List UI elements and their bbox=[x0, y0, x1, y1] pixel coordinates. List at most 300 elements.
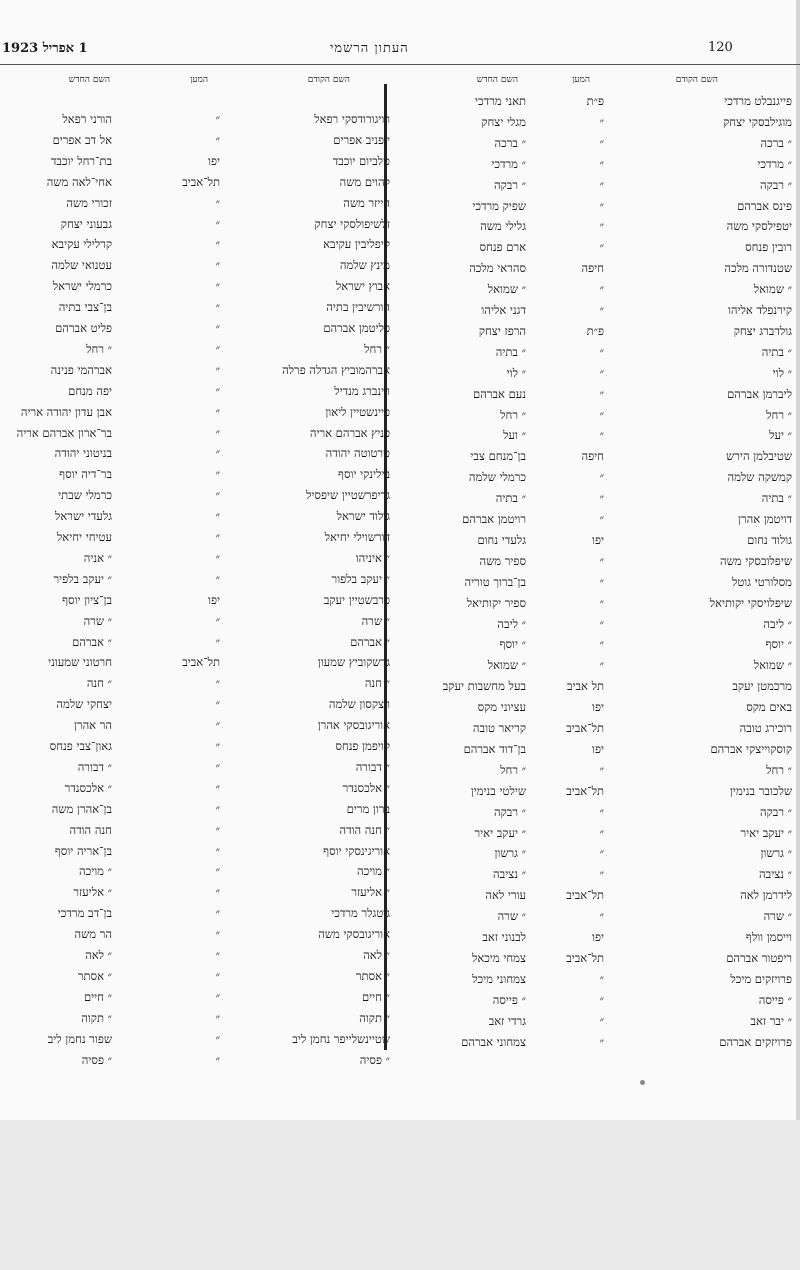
table-row bbox=[0, 342, 800, 362]
place-cell: ״ bbox=[599, 491, 604, 506]
place-cell: ״ bbox=[599, 344, 604, 359]
new-name-cell: ״ בתיה bbox=[495, 344, 526, 359]
new-name-cell: בר־ארון אברהם אריה bbox=[16, 425, 112, 440]
new-name-cell: חנה הודה bbox=[69, 822, 112, 837]
place-cell: ״ bbox=[215, 341, 220, 356]
place-cell: ״ bbox=[215, 759, 220, 774]
new-name-cell: ״ יעקב יאיר bbox=[474, 825, 526, 840]
table-row bbox=[0, 739, 800, 759]
new-name-cell: ״ שרה bbox=[497, 909, 526, 924]
new-name-cell: עורי לאה bbox=[485, 888, 526, 903]
place-cell: פ״ת bbox=[586, 94, 604, 108]
old-name-cell: שיפלויסקי יקותיאל bbox=[709, 595, 792, 610]
page-number: 120 bbox=[708, 40, 733, 55]
new-name-cell: ״ לאה bbox=[85, 948, 112, 962]
old-name-cell: מרכמטן יעקב bbox=[732, 679, 792, 694]
table-row bbox=[0, 948, 800, 968]
old-name-cell: שטנדורה מלכה bbox=[724, 261, 792, 276]
table-row bbox=[0, 1011, 800, 1031]
old-name-cell: אוריגובסקי משה bbox=[318, 927, 390, 942]
place-cell: ״ bbox=[215, 321, 220, 335]
old-name-cell: רוכירג טובה bbox=[739, 721, 792, 735]
old-name-cell: ״ מרדכי bbox=[757, 156, 792, 171]
place-cell: יפו bbox=[208, 592, 220, 607]
new-name-cell: שפיק מרדכי bbox=[472, 198, 526, 213]
right-col-head-old-name: השם הקודם bbox=[675, 75, 718, 85]
old-name-cell: זלשיפולסקי יצחק bbox=[314, 216, 390, 231]
old-name-cell: שטיבלמן הירש bbox=[726, 449, 792, 464]
new-name-cell: ״ לוי bbox=[506, 365, 526, 380]
place-cell: יפו bbox=[592, 700, 604, 715]
table-row bbox=[0, 426, 800, 446]
old-name-cell: הייזר משה bbox=[343, 195, 390, 210]
new-name-cell: הורני רפאל bbox=[62, 112, 112, 126]
new-name-cell: עטיחי יחיאל bbox=[56, 530, 112, 544]
new-name-cell: ״ פייסה bbox=[492, 992, 526, 1007]
place-cell: ״ bbox=[599, 114, 604, 129]
old-name-cell: ״ נציבה bbox=[759, 867, 792, 882]
place-cell: ״ bbox=[215, 237, 220, 252]
old-name-cell: ״ יעקב יאיר bbox=[740, 825, 792, 840]
table-row bbox=[0, 217, 800, 237]
place-cell: ״ bbox=[599, 595, 604, 610]
new-name-cell: ״ דבורה bbox=[77, 759, 112, 774]
old-name-cell: ברון מרים bbox=[346, 801, 390, 816]
old-name-cell: שלכובר בנימין bbox=[730, 783, 792, 798]
old-name-cell: שטיינשלייפר נחמן ליב bbox=[292, 1031, 390, 1046]
right-col-head-place: המען bbox=[572, 75, 590, 85]
header-rule bbox=[0, 64, 800, 65]
new-name-cell: ״ אברהם bbox=[72, 634, 112, 649]
table-row bbox=[0, 551, 800, 571]
old-name-cell: הורשיבין בתיה bbox=[326, 300, 390, 315]
old-name-cell: ״ חנה bbox=[364, 676, 390, 691]
new-name-cell: ״ אניה bbox=[83, 550, 112, 565]
old-name-cell: לידרמן לאה bbox=[740, 888, 792, 903]
new-name-cell: רויטמן אברהם bbox=[462, 512, 526, 526]
paper-speck bbox=[640, 1080, 645, 1085]
place-cell: ״ bbox=[215, 571, 220, 586]
new-name-cell: בן־אריה יוסף bbox=[54, 843, 112, 858]
place-cell: ״ bbox=[215, 258, 220, 273]
place-cell: ״ bbox=[599, 198, 604, 213]
new-name-cell: ״ חנה bbox=[86, 676, 112, 691]
place-cell: ״ bbox=[215, 613, 220, 628]
place-cell: ״ bbox=[215, 195, 220, 210]
old-name-cell: אברהמוביץ הגדלה פרלה bbox=[282, 362, 390, 377]
old-name-cell: אוריגינסקי יוסף bbox=[323, 843, 390, 858]
old-name-cell: ״ לאה bbox=[363, 948, 390, 962]
new-name-cell: ספיר יקותיאל bbox=[466, 595, 526, 610]
table-row bbox=[0, 906, 800, 926]
old-name-cell: יופניב אפרים bbox=[333, 132, 390, 147]
old-name-cell: ״ בתיה bbox=[761, 491, 792, 506]
place-cell: תל־אביב bbox=[566, 950, 604, 965]
new-name-cell: ״ שרה bbox=[83, 613, 112, 628]
place-cell: ״ bbox=[215, 362, 220, 377]
old-name-cell: פרבשטיין יעקב bbox=[323, 592, 390, 607]
table-row bbox=[0, 844, 800, 864]
place-cell: ״ bbox=[599, 616, 604, 631]
place-cell: ״ bbox=[215, 927, 220, 942]
old-name-cell: פליטמן אברהם bbox=[323, 321, 390, 335]
old-name-cell: קוסקוייצקי אברהם bbox=[710, 741, 792, 756]
old-name-cell: פרויזקים אברהם bbox=[719, 1034, 792, 1049]
old-name-cell: קיפליבין עקיבא bbox=[323, 237, 390, 252]
place-cell: ״ bbox=[215, 216, 220, 231]
table-row bbox=[0, 133, 800, 153]
new-name-cell: בת־רחל יוכבד bbox=[50, 153, 112, 168]
place-cell: ״ bbox=[599, 574, 604, 589]
old-name-cell: גריפרשטיין שיפסיל bbox=[306, 488, 390, 503]
new-name-cell: עציוני מקס bbox=[477, 700, 526, 715]
place-cell: יפו bbox=[592, 930, 604, 944]
place-cell: ״ bbox=[215, 864, 220, 879]
new-name-cell: תאני מרדכי bbox=[475, 94, 526, 108]
table-row bbox=[0, 363, 800, 383]
place-cell: ״ bbox=[215, 885, 220, 900]
new-name-cell: עטנואי שלמה bbox=[51, 258, 112, 273]
old-name-cell: שיפלובסקי משה bbox=[720, 553, 792, 568]
new-name-cell: בן־ברוך טוריה bbox=[464, 574, 526, 589]
place-cell: תל־אביב bbox=[182, 655, 220, 670]
old-name-cell: ״ רחל bbox=[364, 341, 390, 356]
new-name-cell: צמחי מיכאל bbox=[471, 950, 526, 965]
new-name-cell: ״ ברכה bbox=[494, 135, 526, 150]
place-cell: ״ bbox=[215, 718, 220, 733]
old-name-cell: רובין פנחס bbox=[745, 240, 792, 255]
new-name-cell: בעל מחשבות יעקב bbox=[442, 679, 526, 694]
new-name-cell: ״ מרדכי bbox=[491, 156, 526, 171]
old-name-cell: ״ שמואל bbox=[753, 658, 792, 673]
new-name-cell: אבן עדון יהודה אריה bbox=[20, 404, 112, 419]
place-cell: ״ bbox=[215, 1010, 220, 1025]
place-cell: תל־אביב bbox=[182, 174, 220, 189]
new-name-cell: בר־דיה יוסף bbox=[59, 467, 112, 482]
table-row bbox=[0, 112, 800, 132]
old-name-cell: גולדברג יצחק bbox=[733, 323, 792, 338]
old-name-cell: מוגילבסקי יצחק bbox=[723, 114, 792, 129]
place-cell: חיפה bbox=[581, 449, 604, 464]
new-name-cell: אברהמי פנינה bbox=[50, 362, 112, 377]
place-cell: ״ bbox=[599, 407, 604, 422]
old-name-cell: ״ ליבה bbox=[763, 616, 792, 631]
new-name-cell: ״ חיים bbox=[83, 989, 112, 1004]
new-name-cell: יצחקי שלמה bbox=[56, 697, 112, 712]
new-name-cell: הר אהרן bbox=[73, 718, 112, 733]
place-cell: ״ bbox=[599, 553, 604, 568]
new-name-cell: ״ שמואל bbox=[487, 658, 526, 673]
new-name-cell: ספיר משה bbox=[479, 553, 526, 568]
table-row bbox=[0, 488, 800, 508]
place-cell: ״ bbox=[215, 467, 220, 482]
place-cell: תל־אביב bbox=[566, 721, 604, 735]
left-col-head-new-name: השם החדש bbox=[68, 75, 110, 85]
old-name-cell: ״ אסתר bbox=[355, 968, 390, 983]
new-name-cell: ״ שמואל bbox=[487, 282, 526, 297]
place-cell: ״ bbox=[599, 282, 604, 297]
new-name-cell: גבעוני יצחק bbox=[60, 216, 112, 231]
table-row bbox=[0, 196, 800, 216]
old-name-cell: ״ אלכסנדר bbox=[342, 780, 390, 795]
old-name-cell: ״ רחל bbox=[766, 762, 792, 777]
new-name-cell: חרטוני שמעוני bbox=[48, 655, 112, 670]
table-row bbox=[0, 655, 800, 675]
new-name-cell: ״ רחל bbox=[86, 341, 112, 356]
place-cell: ״ bbox=[599, 971, 604, 986]
old-name-cell: טלביום יוכבד bbox=[332, 153, 390, 168]
old-name-cell: קמשקה שלמה bbox=[727, 470, 792, 485]
old-name-cell: גולוד ישראל bbox=[336, 509, 390, 524]
old-name-cell: ״ גרשון bbox=[760, 846, 792, 861]
new-name-cell: ״ רבקה bbox=[494, 804, 526, 819]
place-cell: ״ bbox=[215, 383, 220, 398]
old-name-cell: ״ רבקה bbox=[760, 177, 792, 192]
place-cell: ״ bbox=[215, 425, 220, 440]
table-row bbox=[0, 593, 800, 613]
new-name-cell: ״ יוסף bbox=[499, 637, 526, 652]
place-cell: יפו bbox=[592, 741, 604, 756]
place-cell: ״ bbox=[599, 177, 604, 192]
new-name-cell: מגלי יצחק bbox=[481, 114, 526, 129]
old-name-cell: להוים משה bbox=[339, 174, 390, 189]
old-name-cell: ווינברג מנדיל bbox=[334, 383, 390, 398]
place-cell: ״ bbox=[599, 219, 604, 234]
left-col-head-place: המען bbox=[190, 75, 208, 85]
place-cell: ״ bbox=[599, 637, 604, 652]
new-name-cell: בן־מנחם צבי bbox=[470, 449, 526, 464]
place-cell: תל־אביב bbox=[566, 888, 604, 903]
old-name-cell: ״ פייסה bbox=[758, 992, 792, 1007]
new-name-cell: יפה מנחם bbox=[68, 383, 112, 398]
old-name-cell: ״ מויכה bbox=[356, 864, 390, 879]
place-cell: ״ bbox=[215, 989, 220, 1004]
old-name-cell: ״ לוי bbox=[772, 365, 792, 380]
place-cell: ״ bbox=[215, 404, 220, 419]
new-name-cell: לבנוני זאב bbox=[482, 930, 526, 944]
old-name-cell: ״ חנה הודה bbox=[339, 822, 390, 837]
new-name-cell: ״ תקוה bbox=[81, 1010, 112, 1025]
new-name-cell: ״ גרשון bbox=[494, 846, 526, 861]
new-name-cell: הרפז יצחק bbox=[478, 323, 526, 338]
table-row bbox=[0, 802, 800, 822]
place-cell: ״ bbox=[215, 132, 220, 147]
old-name-cell: טרטוטה יהודה bbox=[325, 446, 390, 461]
old-name-cell: מינץ שלמה bbox=[339, 258, 390, 273]
new-name-cell: סהראי מלכה bbox=[469, 261, 526, 276]
place-cell: ״ bbox=[599, 240, 604, 255]
place-cell: ״ bbox=[599, 135, 604, 150]
old-name-cell: פניץ אברהם אריה bbox=[309, 425, 390, 440]
place-cell: ״ bbox=[215, 948, 220, 962]
place-cell: ״ bbox=[215, 279, 220, 294]
old-name-cell: פרויזקים מיכל bbox=[730, 971, 792, 986]
place-cell: חיפה bbox=[581, 261, 604, 276]
place-cell: ״ bbox=[215, 697, 220, 712]
new-name-cell: שילטי בנימין bbox=[470, 783, 526, 798]
old-name-cell: גרשקוביץ שמעון bbox=[317, 655, 390, 670]
old-name-cell: פינס אברהם bbox=[737, 198, 792, 213]
new-name-cell: אל דב אפרים bbox=[52, 132, 112, 147]
new-name-cell: כרמלי שלמה bbox=[468, 470, 526, 485]
place-cell: ״ bbox=[215, 968, 220, 983]
new-name-cell: ״ אליעזר bbox=[73, 885, 112, 900]
new-name-cell: קרלילי עקיבא bbox=[51, 237, 112, 252]
old-name-cell: ״ אליעזר bbox=[351, 885, 390, 900]
old-name-cell: וייסמן וולף bbox=[745, 930, 792, 944]
table-row bbox=[0, 885, 800, 905]
old-name-cell: ״ איניהו bbox=[355, 550, 390, 565]
new-name-cell: ״ בתיה bbox=[495, 491, 526, 506]
old-name-cell: אבוץ ישראל bbox=[335, 279, 390, 294]
place-cell: ״ bbox=[215, 530, 220, 544]
old-name-cell: ״ רבקה bbox=[760, 804, 792, 819]
place-cell: ״ bbox=[599, 303, 604, 317]
place-cell: ״ bbox=[215, 550, 220, 565]
place-cell: ״ bbox=[599, 470, 604, 485]
old-name-cell: ״ דבורה bbox=[355, 759, 390, 774]
new-name-cell: כרמלי שבתי bbox=[58, 488, 112, 503]
new-name-cell: בניטוני יהודה bbox=[54, 446, 112, 461]
place-cell: ״ bbox=[215, 906, 220, 921]
table-row bbox=[0, 990, 800, 1010]
new-name-cell: נעם אברהם bbox=[473, 386, 526, 401]
new-name-cell: בן־צבי בתיה bbox=[58, 300, 112, 315]
new-name-cell: זכורי משה bbox=[66, 195, 112, 210]
table-row bbox=[0, 175, 800, 195]
new-name-cell: אחי־לאה משה bbox=[46, 174, 112, 189]
place-cell: ״ bbox=[599, 804, 604, 819]
new-name-cell: גלילי משה bbox=[480, 219, 526, 234]
place-cell: ״ bbox=[215, 739, 220, 753]
table-row bbox=[0, 509, 800, 529]
old-name-cell: ״ שרה bbox=[763, 909, 792, 924]
table-row bbox=[0, 446, 800, 466]
new-name-cell: גלעדי ישראל bbox=[55, 509, 112, 524]
table-row bbox=[0, 718, 800, 738]
place-cell: ״ bbox=[599, 825, 604, 840]
old-name-cell: רויגורודסקי רפאל bbox=[314, 112, 390, 126]
old-name-cell: פייגנבלט מרדכי bbox=[724, 94, 792, 108]
place-cell: תל אביב bbox=[566, 679, 604, 694]
place-cell: תל־אביב bbox=[566, 783, 604, 798]
new-name-cell: ״ פסיה bbox=[81, 1052, 112, 1067]
new-name-cell: ״ אסתר bbox=[77, 968, 112, 983]
new-name-cell: בן־דב מרדכי bbox=[57, 906, 112, 921]
place-cell: ״ bbox=[599, 386, 604, 401]
table-row bbox=[0, 969, 800, 989]
place-cell: ״ bbox=[215, 112, 220, 126]
new-name-cell: ״ ועל bbox=[503, 428, 526, 443]
table-row bbox=[0, 697, 800, 717]
page-date: 1 אפריל 1923 bbox=[2, 41, 88, 56]
table-row bbox=[0, 405, 800, 425]
old-name-cell: ״ פסיה bbox=[359, 1052, 390, 1067]
place-cell: ״ bbox=[599, 658, 604, 673]
place-cell: ״ bbox=[599, 365, 604, 380]
table-row bbox=[0, 760, 800, 780]
new-name-cell: בן־דוד אברהם bbox=[463, 741, 526, 756]
place-cell: ״ bbox=[599, 846, 604, 861]
table-row bbox=[0, 1053, 800, 1073]
place-cell: ״ bbox=[215, 676, 220, 691]
place-cell: ״ bbox=[599, 512, 604, 526]
place-cell: ״ bbox=[215, 1031, 220, 1046]
place-cell: ״ bbox=[599, 867, 604, 882]
table-row bbox=[0, 823, 800, 843]
table-row bbox=[0, 154, 800, 174]
new-name-cell: צמחוני אברהם bbox=[461, 1034, 526, 1049]
new-name-cell: דגני אליהו bbox=[481, 303, 526, 317]
new-name-cell: בן־אהרן משה bbox=[51, 801, 112, 816]
table-row bbox=[0, 300, 800, 320]
old-name-cell: קויפמן פנחס bbox=[335, 739, 390, 753]
old-name-cell: ויצקסון שלמה bbox=[328, 697, 390, 712]
old-name-cell: דויטמן אהרן bbox=[738, 512, 792, 526]
old-name-cell: ״ שרה bbox=[361, 613, 390, 628]
new-name-cell: ״ יעקב בלפיר bbox=[53, 571, 112, 586]
old-name-cell: ״ ברכה bbox=[760, 135, 792, 150]
old-name-cell: ליברמן אברהם bbox=[727, 386, 792, 401]
new-name-cell: ״ מויכה bbox=[78, 864, 112, 879]
old-name-cell: דורשוילי יחיאל bbox=[324, 530, 390, 544]
new-name-cell: גרדי זאב bbox=[488, 1013, 526, 1028]
old-name-cell: ״ יעקב בלפור bbox=[331, 571, 390, 586]
new-name-cell: ״ נציבה bbox=[493, 867, 526, 882]
place-cell: ״ bbox=[215, 634, 220, 649]
place-cell: ״ bbox=[215, 822, 220, 837]
old-name-cell: בילינקי יוסף bbox=[338, 467, 390, 482]
new-name-cell: ארם פנחס bbox=[479, 240, 526, 255]
table-row bbox=[0, 635, 800, 655]
place-cell: ״ bbox=[599, 1013, 604, 1028]
place-cell: פ״ת bbox=[586, 323, 604, 338]
old-name-cell: אוריגובסקי אהרן bbox=[317, 718, 390, 733]
new-name-cell: שפור נחמן ליב bbox=[47, 1031, 112, 1046]
new-name-cell: ״ אלכסנדר bbox=[64, 780, 112, 795]
place-cell: ״ bbox=[215, 446, 220, 461]
table-row bbox=[0, 530, 800, 550]
table-row bbox=[0, 258, 800, 278]
table-row bbox=[0, 572, 800, 592]
place-cell: ״ bbox=[215, 509, 220, 524]
new-name-cell: פליט אברהם bbox=[55, 321, 112, 335]
new-name-cell: הר משה bbox=[74, 927, 112, 942]
place-cell: ״ bbox=[599, 156, 604, 171]
new-name-cell: קריאר טובה bbox=[472, 721, 526, 735]
new-name-cell: בן־ציון יוסף bbox=[62, 592, 112, 607]
place-cell: ״ bbox=[599, 1034, 604, 1049]
old-name-cell: גוטגלר מרדכי bbox=[331, 906, 390, 921]
place-cell: ״ bbox=[599, 428, 604, 443]
table-row bbox=[0, 384, 800, 404]
new-name-cell: ״ רחל bbox=[500, 407, 526, 422]
place-cell: ״ bbox=[215, 843, 220, 858]
table-row bbox=[0, 614, 800, 634]
old-name-cell: ״ שמואל bbox=[753, 282, 792, 297]
old-name-cell: באים מקס bbox=[746, 700, 792, 715]
place-cell: יפו bbox=[208, 153, 220, 168]
old-name-cell: מסלורטי גוטל bbox=[731, 574, 792, 589]
old-name-cell: פיינשטיין ליאון bbox=[325, 404, 390, 419]
old-name-cell: ״ תקוה bbox=[359, 1010, 390, 1025]
new-name-cell: ״ ליבה bbox=[497, 616, 526, 631]
old-name-cell: ״ בתיה bbox=[761, 344, 792, 359]
new-name-cell: גאון־צבי פנחס bbox=[49, 739, 112, 753]
old-name-cell: יטפילסקי משה bbox=[726, 219, 792, 234]
old-name-cell: ״ חיים bbox=[361, 989, 390, 1004]
new-name-cell: ״ רחל bbox=[500, 762, 526, 777]
